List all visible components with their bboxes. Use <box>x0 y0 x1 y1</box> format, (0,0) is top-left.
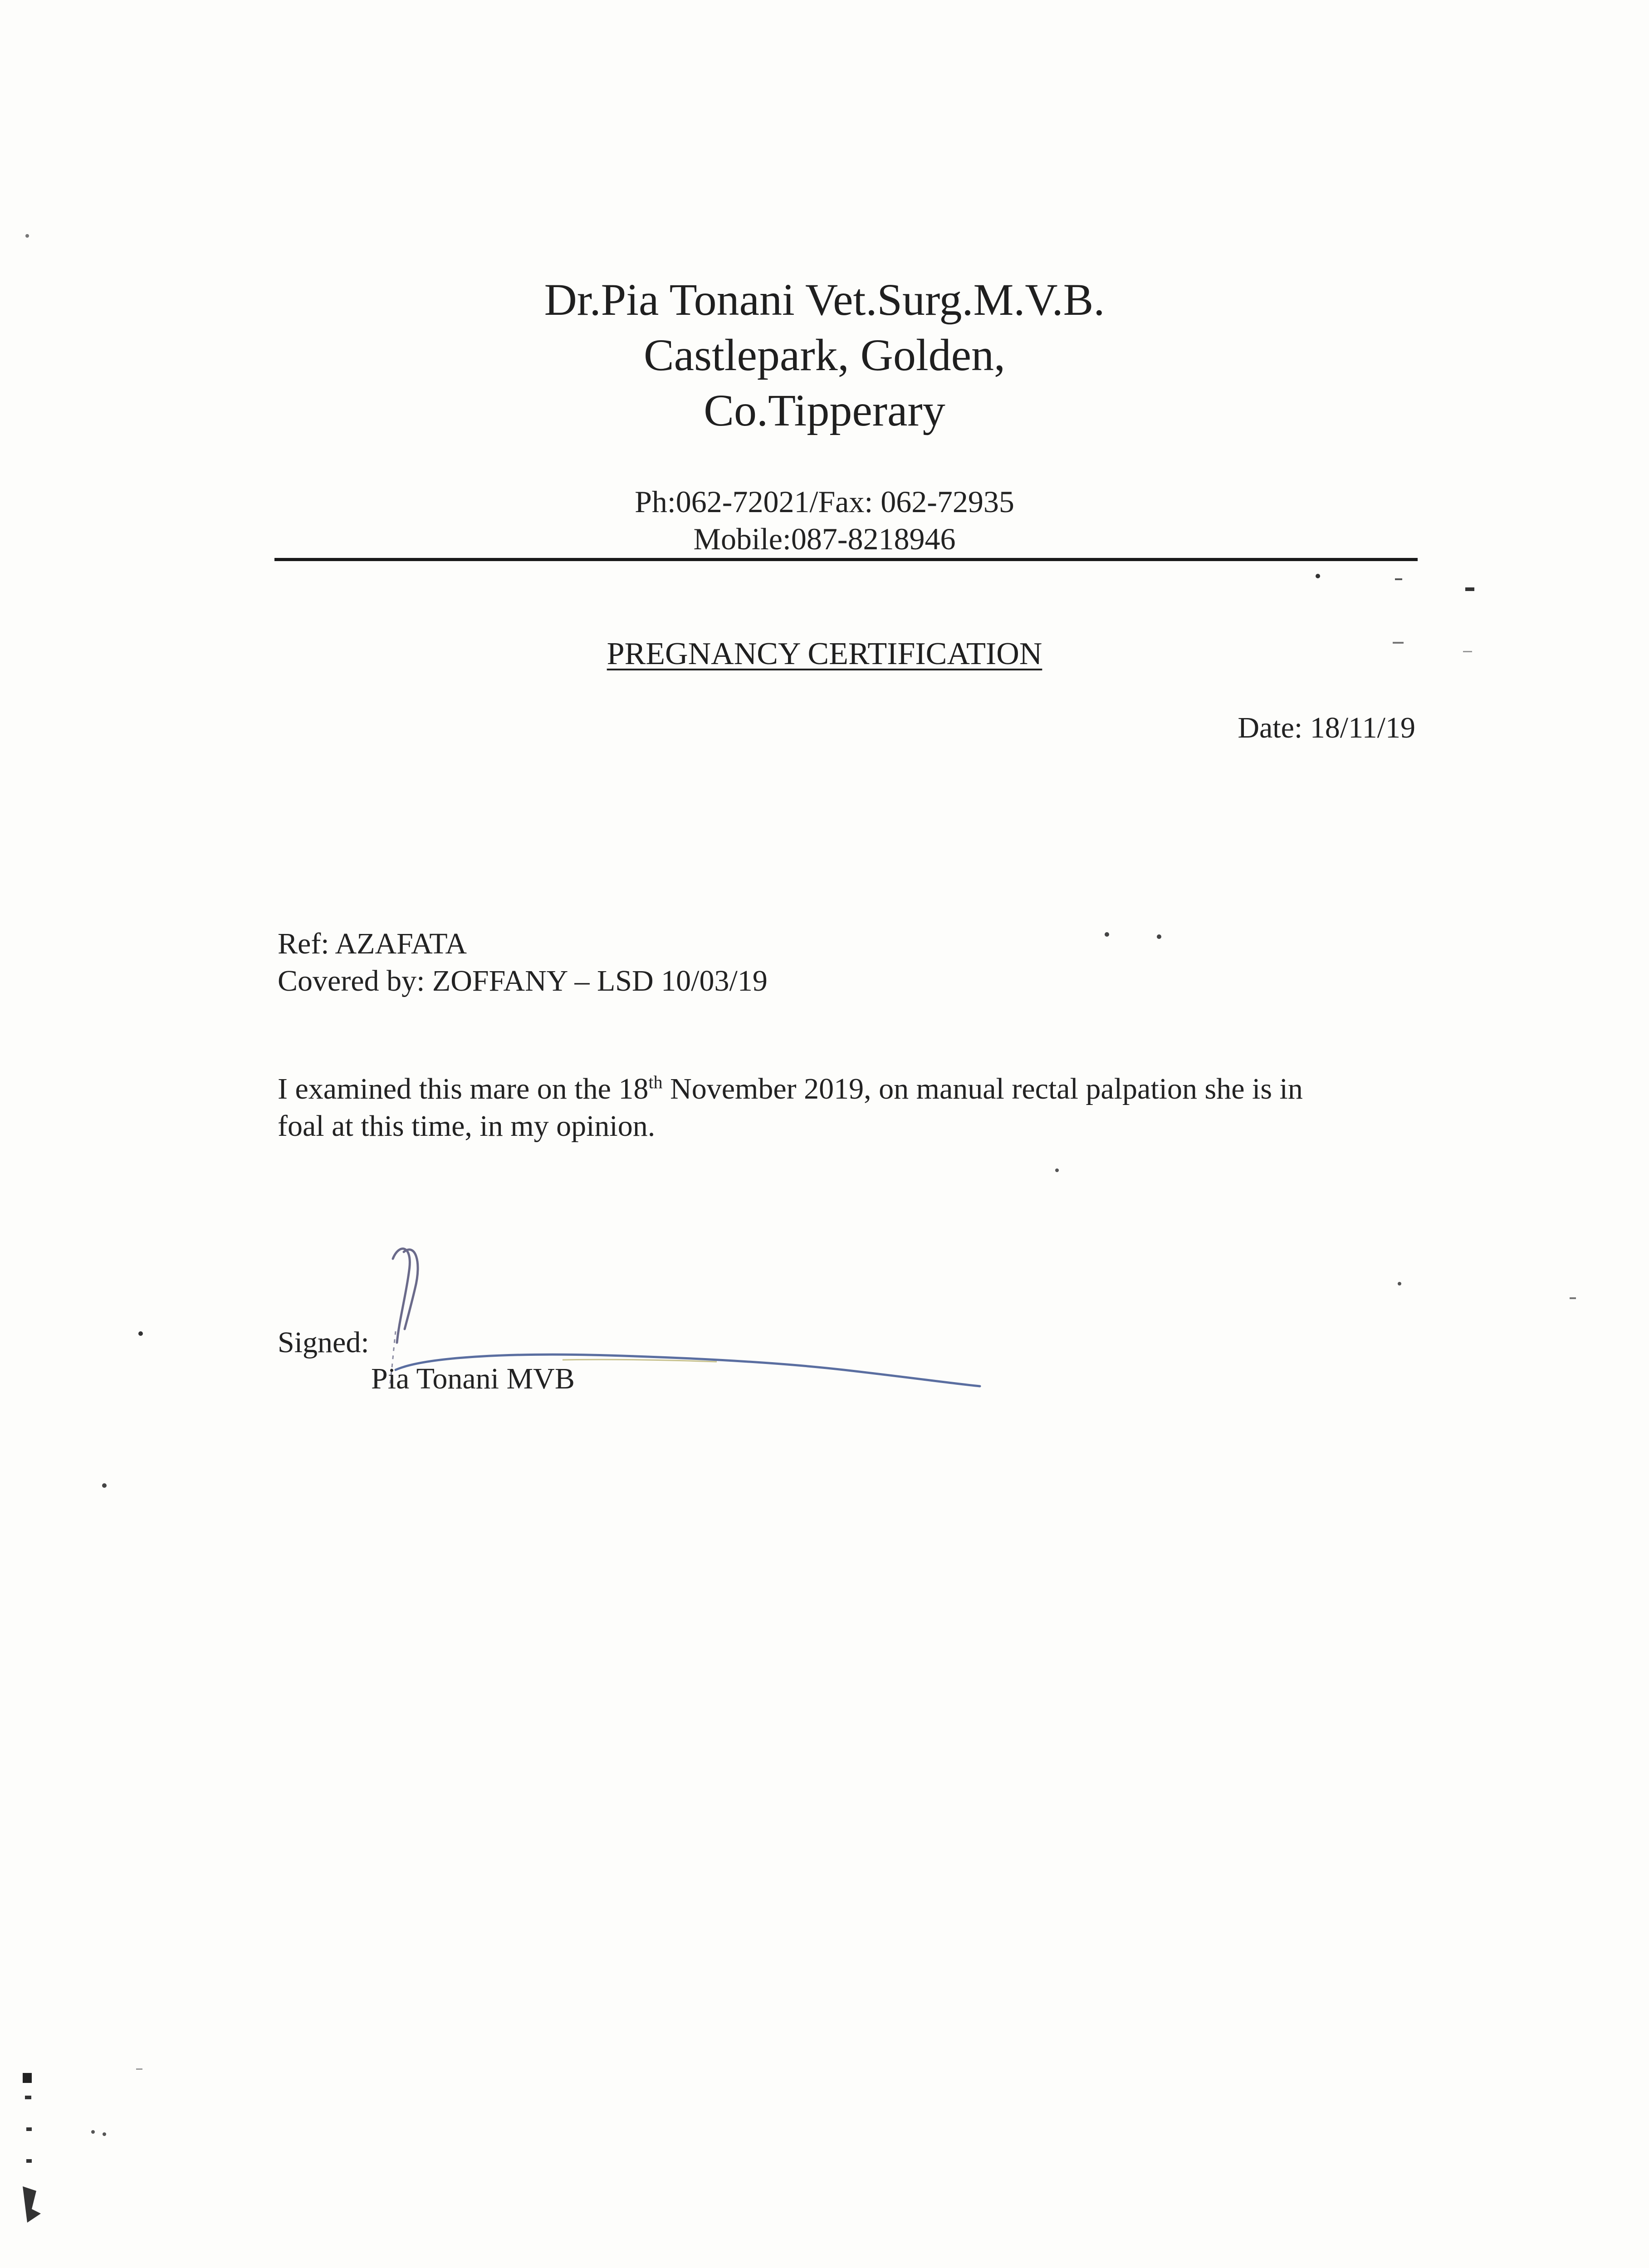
document-title-text: PREGNANCY CERTIFICATION <box>607 636 1042 671</box>
phone-fax: Ph:062-72021/Fax: 062-72935 <box>635 484 1014 519</box>
contact-info <box>0 483 1649 557</box>
statement-part-1: I examined this mare on the 18 <box>278 1072 649 1105</box>
address-line-1: Castlepark, Golden, <box>643 330 1006 380</box>
signed-label: Signed: <box>278 1326 369 1359</box>
covered-by-line: Covered by: ZOFFANY – LSD 10/03/19 <box>278 964 768 997</box>
statement-part-2: November 2019, on manual rectal palpation she is in <box>662 1072 1303 1105</box>
mobile-number: Mobile:087-8218946 <box>693 522 956 556</box>
signer-name: Pia Tonani MVB <box>371 1362 575 1395</box>
statement-line-1 <box>278 1070 1421 1108</box>
statement-line-2: foal at this time, in my opinion. <box>278 1110 656 1143</box>
vet-name: Dr.Pia Tonani Vet.Surg.M.V.B. <box>544 274 1105 325</box>
reference-line: Ref: AZAFATA <box>278 927 467 960</box>
reference-block <box>278 925 768 1000</box>
header-divider <box>274 558 1418 561</box>
document-title <box>0 635 1649 673</box>
examination-statement <box>278 1070 1421 1145</box>
document-date: Date: 18/11/19 <box>1238 711 1415 744</box>
letterhead <box>0 272 1649 438</box>
address-line-2: Co.Tipperary <box>704 385 945 435</box>
ordinal-suffix: th <box>648 1072 663 1092</box>
